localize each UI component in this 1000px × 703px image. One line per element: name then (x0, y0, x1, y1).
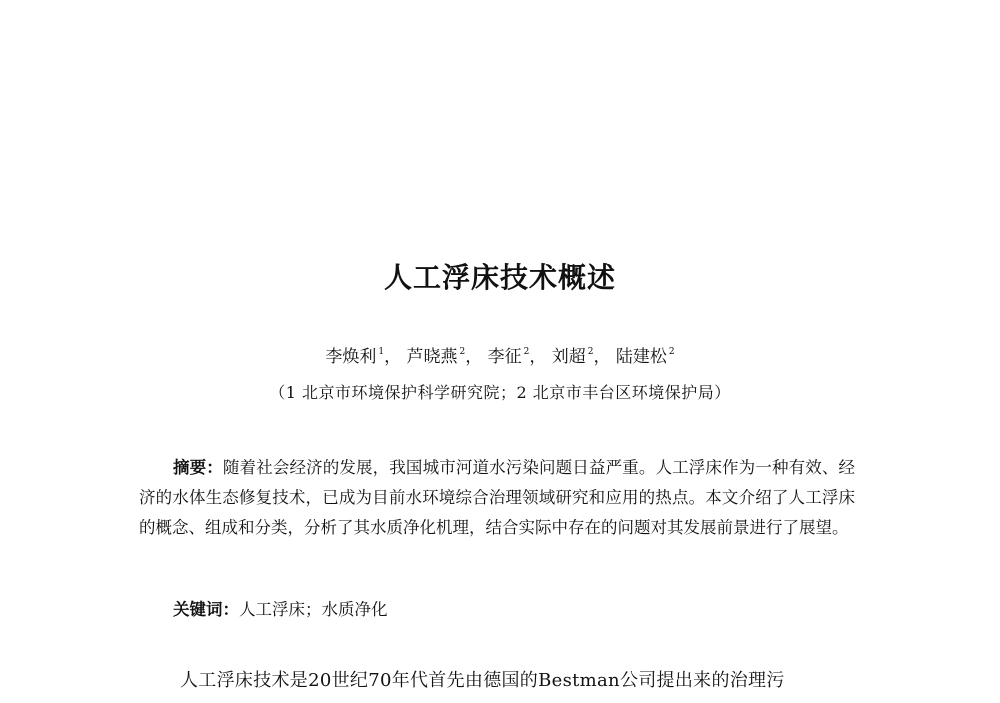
author (488, 347, 530, 367)
author-separator: ， (593, 347, 611, 367)
author (552, 347, 594, 367)
affiliation-mark: 1 (378, 347, 385, 357)
author-separator: ， (465, 347, 483, 367)
abstract-text: 随着社会经济的发展，我国城市河道水污染问题日益严重。人工浮床作为一种有效、经济的水体生态修复技术，已成为目前水环境综合治理领域研究和应用的热点。本文介绍了人工浮床的概念、组成和分类，分析了其水质净化机理，结合实际中存在的问题对其发展前景进行了展望。 (139, 458, 856, 537)
author-name: 刘超 (551, 347, 586, 367)
abstract-label: 摘要： (173, 458, 223, 477)
paper-title: 人工浮床技术概述 (383, 261, 616, 294)
affiliation-mark: 2 (587, 347, 594, 357)
author-name: 李征 (487, 347, 522, 367)
author-separator: ， (529, 347, 547, 367)
author-name: 李焕利 (325, 347, 377, 367)
author-name: 芦晓燕 (406, 347, 458, 367)
keywords (173, 596, 388, 620)
author (616, 347, 675, 367)
affiliation-mark: 2 (668, 347, 675, 357)
author (406, 347, 465, 367)
affiliation-mark: 2 (459, 347, 466, 357)
author (325, 347, 384, 367)
keywords-text: 人工浮床；水质净化 (239, 600, 388, 619)
body-paragraph-first-line: 人工浮床技术是20世纪70年代首先由德国的Bestman公司提出来的治理污 (180, 670, 785, 691)
author-separator: ， (384, 347, 402, 367)
affiliation-mark: 2 (523, 347, 530, 357)
affiliation-line: （1 北京市环境保护科学研究院；2 北京市丰台区环境保护局） (269, 383, 731, 402)
abstract (139, 453, 855, 543)
author-list (0, 342, 1000, 367)
keywords-label: 关键词： (173, 600, 239, 619)
author-name: 陆建松 (615, 347, 667, 367)
